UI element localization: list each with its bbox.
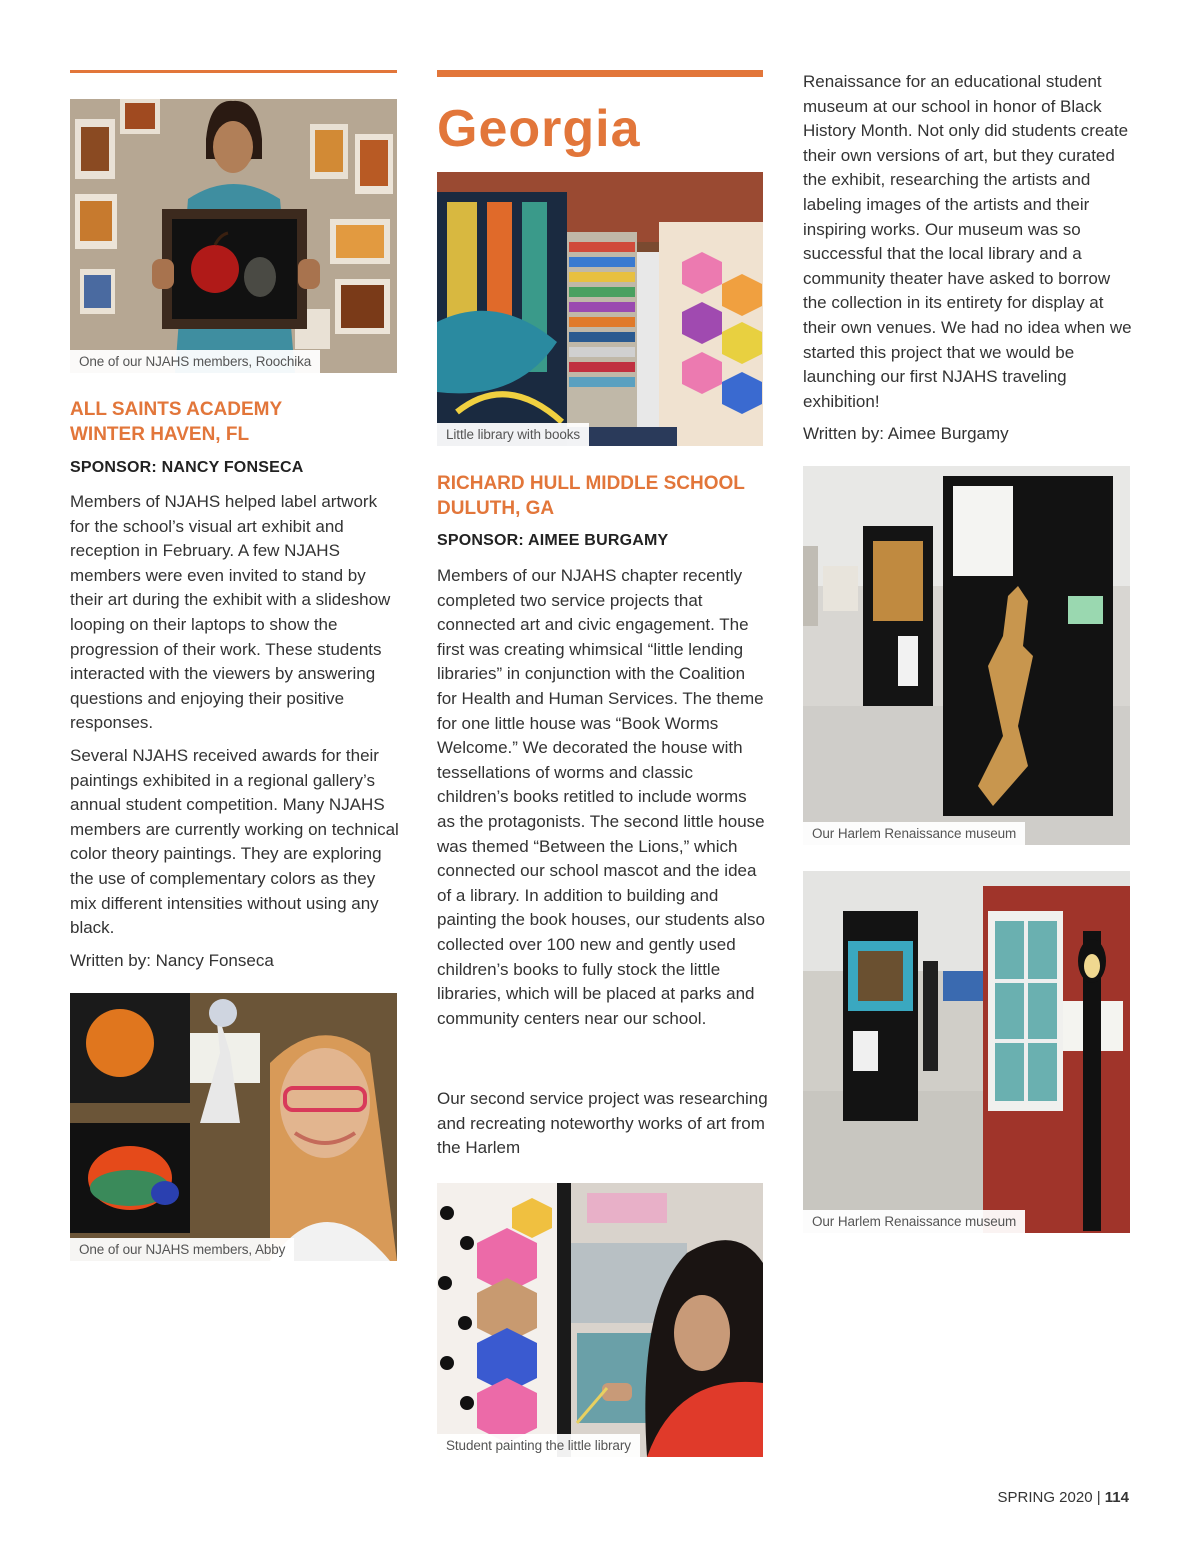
byline: Written by: Nancy Fonseca (70, 951, 274, 970)
body-paragraph: Our second service project was researching and recreating noteworthy works of art from the Harlem (437, 1089, 768, 1158)
photo-student-painting (437, 1183, 763, 1457)
photo-little-library-image (437, 172, 763, 446)
photo-harlem-museum-1 (803, 466, 1130, 845)
photo-little-library (437, 172, 763, 446)
photo-caption: One of our NJAHS members, Roochika (70, 350, 320, 373)
left-column-rule (70, 70, 397, 73)
school-location: WINTER HAVEN, FL (70, 424, 250, 445)
middle-column-rule (437, 70, 763, 77)
body-paragraph: Members of NJAHS helped label artwork for the school’s visual art exhibit and reception in February. A few NJAHS members were even invited to stand by their art during the exhibit with a slideshow looping on their laptops to show the progression of their work. These students interacted with the viewers by answering questions and enjoying their positive responses. (70, 492, 391, 733)
body-paragraph: Several NJAHS received awards for their paintings exhibited in a regional gallery’s annual student competition. Many NJAHS members are currently working on technical color theory paintings. They are exploring the use of complementary colors as they mix different intensities without using any black. (70, 746, 399, 938)
issue-label: SPRING 2020 (997, 1489, 1093, 1506)
sponsor-line: SPONSOR: NANCY FONSECA (70, 459, 304, 476)
photo-roochika (70, 99, 397, 373)
photo-harlem-museum-2-image (803, 871, 1130, 1233)
photo-caption: Little library with books (437, 423, 589, 446)
photo-caption: Our Harlem Renaissance museum (803, 822, 1025, 845)
body-paragraph: Renaissance for an educational student museum at our school in honor of Black History Month. Not only did students create their own versions of art, but they curated the exhibit, researching the artists and labeling images of the artists and their inspiring works. Our museum was so successful that the local library and a community theater have asked to borrow the collection in its entirety for display at their own venues. We had no idea when we started this project that we would be launching our first NJAHS traveling exhibition! (803, 72, 1132, 411)
folio-separator: | (1096, 1489, 1101, 1506)
photo-harlem-museum-1-image (803, 466, 1130, 845)
school-name: RICHARD HULL MIDDLE SCHOOL (437, 473, 745, 494)
page-number: 114 (1104, 1489, 1129, 1506)
photo-caption: One of our NJAHS members, Abby (70, 1238, 294, 1261)
photo-caption: Student painting the little library (437, 1434, 640, 1457)
school-heading-richard-hull (437, 471, 745, 521)
page-folio (998, 1489, 1130, 1506)
sponsor-line: SPONSOR: AIMEE BURGAMY (437, 532, 669, 549)
school-name: ALL SAINTS ACADEMY (70, 399, 283, 420)
photo-caption: Our Harlem Renaissance museum (803, 1210, 1025, 1233)
photo-student-painting-image (437, 1183, 763, 1457)
photo-abby (70, 993, 397, 1261)
photo-harlem-museum-2 (803, 871, 1130, 1233)
school-heading-all-saints (70, 397, 282, 447)
body-paragraph: Members of our NJAHS chapter recently completed two service projects that connected art and civic engagement. The first was creating whimsical “little lending libraries” in conjunction with the Coalition for Health and Human Services. The theme for one little house was “Book Worms Welcome.” We decorated the house with tessellations of worms and classic children’s books retitled to include worms as the protagonists. The second little house was themed “Between the Lions,” which connected our school mascot and the idea of a library. In addition to building and painting the book houses, our students also collected over 100 new and gently used children’s books to fully stock the little libraries, which will be placed at parks and community centers near our school. (437, 566, 765, 1028)
photo-roochika-image (70, 99, 397, 373)
state-heading: Georgia (437, 100, 641, 158)
byline: Written by: Aimee Burgamy (803, 424, 1009, 443)
school-location: DULUTH, GA (437, 498, 555, 519)
photo-abby-image (70, 993, 397, 1261)
